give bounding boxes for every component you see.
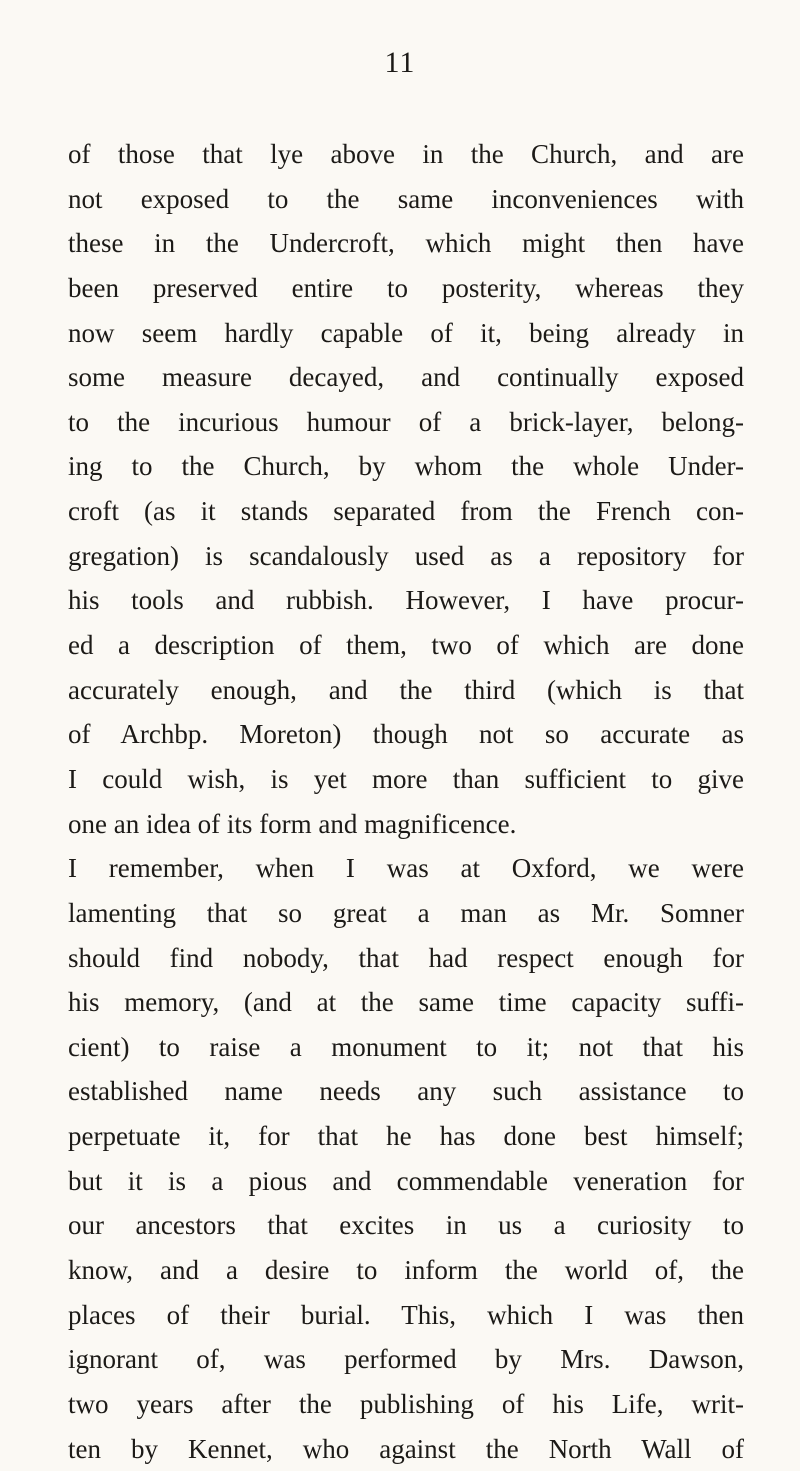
text-line: places of their burial. This, which I was then [68, 1299, 744, 1330]
text-line: I remember, when I was at Oxford, we were [68, 853, 744, 884]
text-line: gregation) is scandalously used as a repository for [68, 540, 744, 571]
text-line: know, and a desire to inform the world of, the [68, 1255, 744, 1286]
text-line: his tools and rubbish. However, I have procur- [68, 585, 744, 616]
text-line: accurately enough, and the third (which is that [68, 674, 744, 705]
text-line: one an idea of its form and magnificence. [68, 808, 517, 839]
text-line: been preserved entire to posterity, whereas they [68, 272, 744, 303]
text-line: established name needs any such assistance to [68, 1076, 744, 1107]
text-line: of those that lye above in the Church, and are [68, 139, 744, 169]
text-line: ing to the Church, by whom the whole Under- [68, 451, 744, 482]
text-line: I could wish, is yet more than sufficient to give [68, 763, 744, 794]
text-line: ed a description of them, two of which are done [68, 630, 744, 661]
text-line: some measure decayed, and continually exposed [68, 362, 744, 393]
page-number: 11 [384, 46, 416, 79]
text-line: ignorant of, was performed by Mrs. Dawson, [68, 1344, 744, 1375]
text-line: cient) to raise a monument to it; not that his [68, 1031, 744, 1062]
body-text [68, 132, 744, 1471]
text-line: to the incurious humour of a brick-layer, belong- [68, 406, 744, 437]
text-line: our ancestors that excites in us a curiosity to [68, 1210, 744, 1241]
text-line: now seem hardly capable of it, being already in [68, 317, 744, 348]
text-line: ten by Kennet, who against the North Wall of [68, 1433, 744, 1464]
text-line: but it is a pious and commendable veneration for [68, 1165, 744, 1196]
text-line: his memory, (and at the same time capacity suffi- [68, 987, 744, 1018]
text-line: croft (as it stands separated from the French con- [68, 496, 744, 527]
text-line: two years after the publishing of his Life, writ- [68, 1388, 744, 1419]
text-line: perpetuate it, for that he has done best himself; [68, 1121, 744, 1152]
text-line: not exposed to the same inconveniences with [68, 183, 744, 214]
text-line: should find nobody, that had respect enough for [68, 942, 744, 973]
text-line: of Archbp. Moreton) though not so accurate as [68, 719, 744, 750]
text-line: lamenting that so great a man as Mr. Somner [68, 897, 744, 928]
text-line: these in the Undercroft, which might then have [68, 228, 744, 259]
